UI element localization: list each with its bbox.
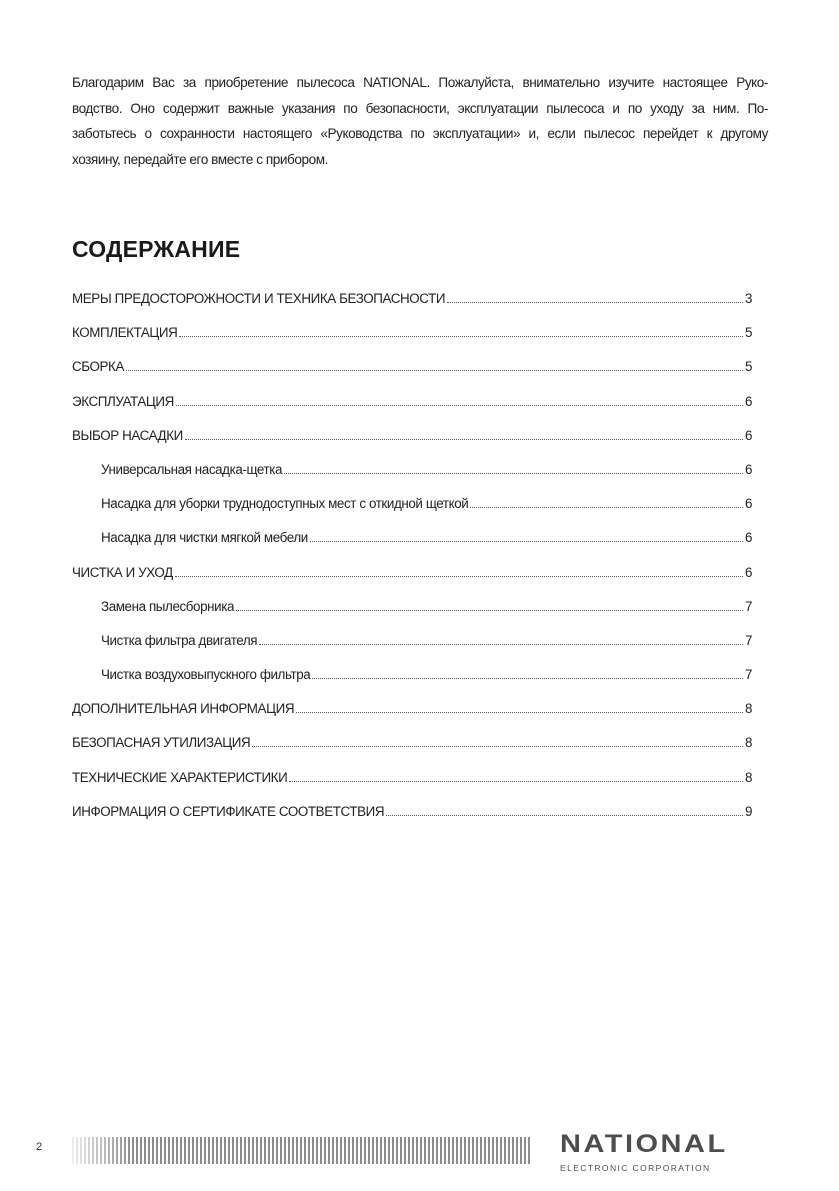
page-number: 2	[36, 1141, 43, 1153]
toc-entry-page: 6	[744, 393, 752, 409]
toc-subentry[interactable]	[72, 462, 752, 496]
toc-leader	[284, 473, 743, 474]
toc-entry-title: ЧИСТКА И УХОД	[72, 564, 173, 580]
logo-wordmark: NATIONAL	[560, 1130, 728, 1158]
toc-entry-page: 8	[744, 769, 752, 785]
toc-entry-page: 6	[744, 461, 752, 477]
toc-entry-page: 5	[744, 359, 752, 375]
toc-entry-page: 6	[744, 496, 752, 512]
toc-entry-title: ДОПОЛНИТЕЛЬНАЯ ИНФОРМАЦИЯ	[72, 701, 295, 717]
toc-entry-title: КОМПЛЕКТАЦИЯ	[72, 325, 178, 341]
toc-leader	[447, 302, 743, 303]
logo-subtitle: ELECTRONIC CORPORATION	[560, 1163, 711, 1173]
toc-leader	[310, 541, 743, 542]
toc-leader	[289, 781, 743, 782]
toc-entry-page: 8	[744, 701, 752, 717]
toc-entry-title: СБОРКА	[72, 359, 124, 375]
toc-entry-page: 7	[744, 598, 752, 614]
footer-decorative-pattern	[72, 1137, 532, 1164]
toc-entry[interactable]	[72, 701, 752, 735]
toc-entry[interactable]	[72, 359, 752, 393]
toc-entry[interactable]	[72, 770, 752, 804]
toc-subentry[interactable]	[72, 530, 752, 564]
toc-subentry[interactable]	[72, 633, 752, 667]
toc-subentry[interactable]	[72, 667, 752, 701]
toc-leader	[126, 370, 743, 371]
toc-entry-page: 6	[744, 427, 752, 443]
toc-leader	[259, 644, 743, 645]
toc-leader	[176, 405, 743, 406]
toc-entry-page: 7	[744, 632, 752, 648]
table-of-contents	[72, 291, 752, 838]
contents-title: СОДЕРЖАНИЕ	[72, 236, 241, 262]
toc-entry-page: 5	[744, 325, 752, 341]
toc-subentry[interactable]	[72, 599, 752, 633]
toc-leader	[386, 815, 743, 816]
national-logo	[560, 1130, 770, 1173]
toc-entry[interactable]	[72, 325, 752, 359]
toc-leader	[296, 712, 743, 713]
toc-leader	[252, 746, 743, 747]
toc-leader	[175, 576, 743, 577]
toc-entry-page: 7	[744, 667, 752, 683]
toc-entry-title: МЕРЫ ПРЕДОСТОРОЖНОСТИ И ТЕХНИКА БЕЗОПАСНОСТИ	[72, 291, 446, 306]
toc-entry[interactable]	[72, 804, 752, 838]
toc-entry[interactable]	[72, 394, 752, 428]
toc-entry-page: 6	[744, 564, 752, 580]
toc-entry-title: Универсальная насадка-щетка	[101, 461, 283, 477]
intro-paragraph	[72, 70, 768, 172]
toc-entry-page: 9	[744, 803, 752, 819]
intro-line: заботьтесь о сохранности настоящего «Руководства по эксплуатации» и, если пылесос перейдет к другому	[72, 126, 768, 141]
toc-entry[interactable]	[72, 735, 752, 769]
toc-entry-page: 6	[744, 530, 752, 546]
toc-entry-title: Чистка фильтра двигателя	[101, 632, 258, 648]
toc-entry-page: 3	[744, 291, 752, 306]
toc-entry-title: Чистка воздуховыпускного фильтра	[101, 667, 311, 683]
toc-leader	[185, 439, 743, 440]
toc-entry-title: ИНФОРМАЦИЯ О СЕРТИФИКАТЕ СООТВЕТСТВИЯ	[72, 803, 385, 819]
toc-entry-page: 8	[744, 735, 752, 751]
toc-entry-title: БЕЗОПАСНАЯ УТИЛИЗАЦИЯ	[72, 735, 251, 751]
intro-line: водство. Оно содержит важные указания по безопасности, эксплуатации пылесоса и по уходу за ним. По-	[72, 100, 768, 116]
toc-leader	[236, 610, 743, 611]
toc-entry-title: Насадка для чистки мягкой мебели	[101, 530, 308, 546]
intro-line: хозяину, передайте его вместе с прибором.	[72, 151, 328, 167]
toc-entry[interactable]	[72, 428, 752, 462]
toc-entry-title: ЭКСПЛУАТАЦИЯ	[72, 393, 174, 409]
toc-entry-title: Насадка для уборки труднодоступных мест с откидной щеткой	[101, 496, 469, 512]
intro-line: Благодарим Вас за приобретение пылесоса NATIONAL. Пожалуйста, внимательно изучите настоящее Руко-	[72, 75, 768, 90]
toc-entry[interactable]	[72, 565, 752, 599]
toc-leader	[470, 507, 743, 508]
footer-pattern-fade	[72, 1137, 132, 1164]
toc-leader	[312, 678, 743, 679]
toc-leader	[179, 336, 743, 337]
toc-entry-title: ВЫБОР НАСАДКИ	[72, 427, 183, 443]
toc-entry-title: Замена пылесборника	[101, 598, 235, 614]
toc-subentry[interactable]	[72, 496, 752, 530]
toc-entry[interactable]	[72, 291, 752, 325]
toc-entry-title: ТЕХНИЧЕСКИЕ ХАРАКТЕРИСТИКИ	[72, 769, 288, 785]
